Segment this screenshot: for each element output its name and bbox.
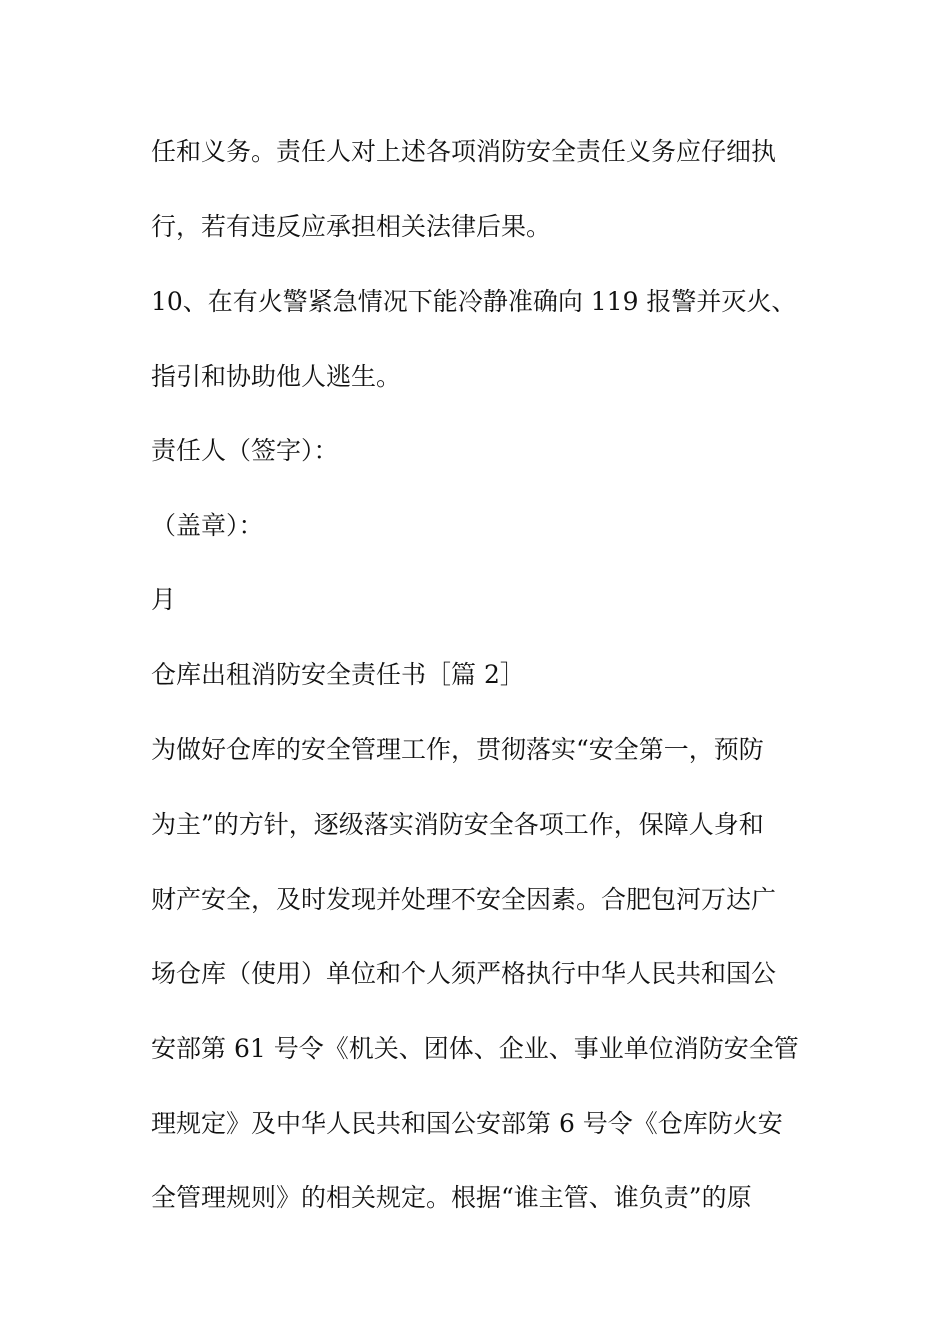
- text-line: 财产安全，及时发现并处理不安全因素。合肥包河万达广: [151, 885, 777, 914]
- seal-label: （盖章）：: [151, 511, 264, 540]
- text-line: 安部第 61 号令《机关、团体、企业、事业单位消防安全管: [151, 1034, 799, 1063]
- date-label: 月: [151, 585, 177, 614]
- text-line: 全管理规则》的相关规定。根据“谁主管、谁负责”的原: [151, 1183, 752, 1212]
- text-line: 任和义务。责任人对上述各项消防安全责任义务应仔细执: [151, 137, 777, 166]
- signature-label: 责任人（签字）：: [151, 436, 339, 465]
- text-line: 10、在有火警紧急情况下能冷静准确向 119 报警并灭火、: [151, 287, 797, 316]
- text-line: 理规定》及中华人民共和国公安部第 6 号令《仓库防火安: [151, 1109, 783, 1138]
- text-line: 行，若有违反应承担相关法律后果。: [151, 212, 552, 241]
- section-heading: 仓库出租消防安全责任书［篇 2］: [151, 660, 525, 689]
- text-line: 为做好仓库的安全管理工作，贯彻落实“安全第一，预防: [151, 735, 764, 764]
- text-line: 指引和协助他人逃生。: [151, 362, 402, 391]
- text-line: 场仓库（使用）单位和个人须严格执行中华人民共和国公: [151, 959, 777, 988]
- text-line: 为主”的方针，逐级落实消防安全各项工作，保障人身和: [151, 810, 764, 839]
